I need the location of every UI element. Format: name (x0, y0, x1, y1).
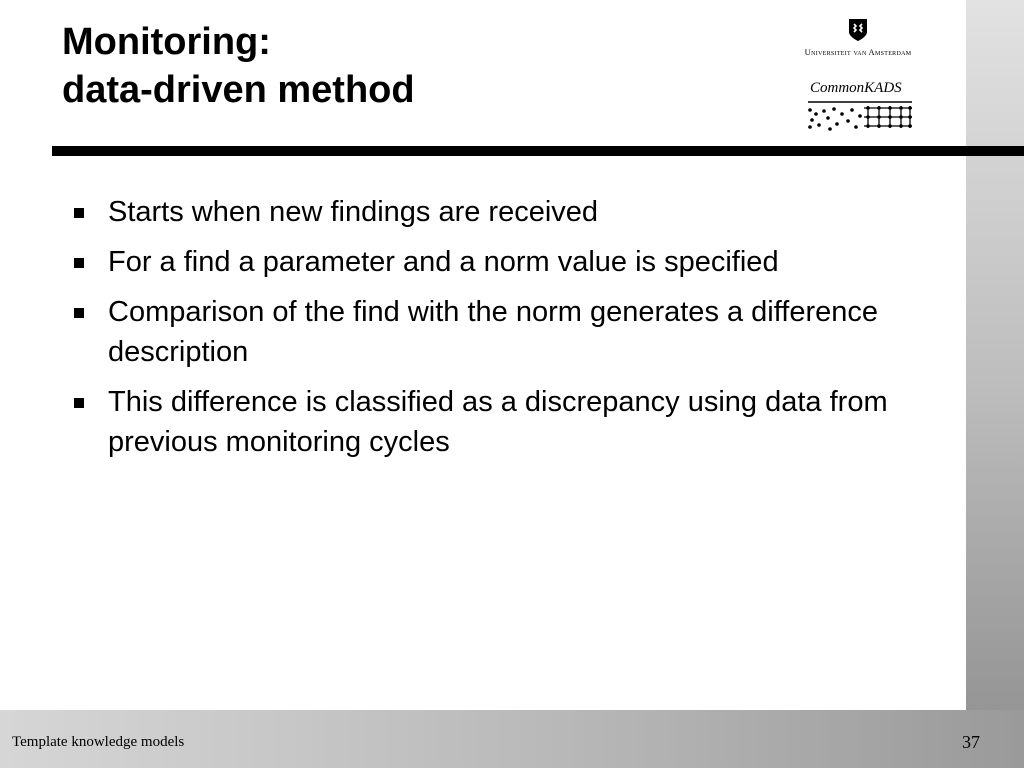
square-bullet-icon (74, 398, 84, 408)
commonkads-wordmark: CommonKADS (810, 80, 902, 96)
bullet-text: This difference is classified as a discrepancy using data from previous monitoring cycles (108, 386, 888, 458)
commonkads-network-icon (804, 99, 916, 133)
page-number: 37 (962, 732, 980, 752)
university-name: Universiteit van Amsterdam (804, 47, 912, 57)
bullet-text: Comparison of the find with the norm generates a difference description (108, 296, 879, 368)
bullet-item (70, 192, 930, 232)
commonkads-logo (804, 80, 920, 133)
square-bullet-icon (74, 308, 84, 318)
bullet-item (70, 242, 930, 282)
university-shield-icon (848, 18, 868, 42)
slide-title-line-2: data-driven method (62, 69, 415, 111)
slide-title-line-1: Monitoring: (62, 21, 271, 63)
bullet-item (70, 382, 930, 462)
bullet-item (70, 292, 930, 372)
university-logo (800, 18, 916, 57)
right-gray-band (966, 0, 1024, 768)
footer-caption: Template knowledge models (12, 734, 185, 750)
square-bullet-icon (74, 258, 84, 268)
title-divider (52, 146, 1024, 156)
square-bullet-icon (74, 208, 84, 218)
bullet-list (70, 192, 930, 472)
bullet-text: Starts when new findings are received (108, 196, 599, 228)
slide-title (62, 18, 415, 114)
bullet-text: For a find a parameter and a norm value is specified (108, 246, 779, 278)
